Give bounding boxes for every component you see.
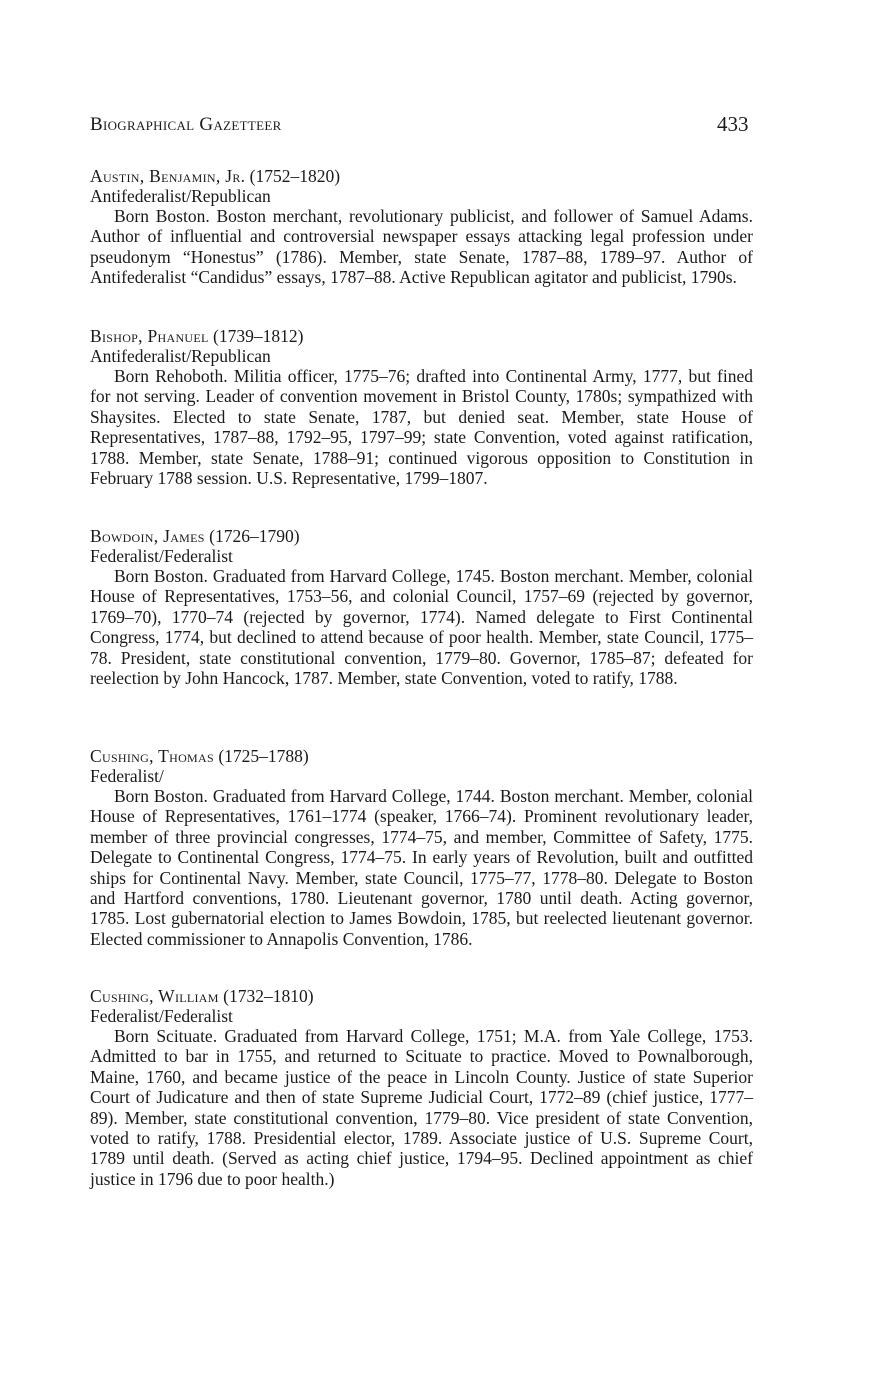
entry-name: Cushing, William	[90, 986, 219, 1006]
entry-heading	[90, 166, 753, 186]
entry-biography: Born Rehoboth. Militia officer, 1775–76; drafted into Continental Army, 1777, but fined for not serving. Leader of convention movement in Bristol County, 1780s; sympathized with Shaysites. Elected to state Senate, 1787, but denied seat. Member, state House of Representatives, 1787–88, 1792–95, 1797–99; state Convention, voted against ratification, 1788. Member, state Senate, 1788–91; continued vigorous opposition to Constitution in February 1788 session. U.S. Representative, 1799–1807.	[90, 366, 753, 489]
entry-heading	[90, 326, 753, 346]
entry-cushing-thomas	[90, 746, 753, 949]
entry-affiliation: Federalist/Federalist	[90, 1006, 233, 1026]
entry-dates: (1752–1820)	[249, 166, 341, 186]
entry-affiliation: Federalist/	[90, 766, 164, 786]
entry-bowdoin	[90, 526, 753, 688]
entry-dates: (1726–1790)	[209, 526, 300, 546]
entry-biography: Born Boston. Graduated from Harvard College, 1744. Boston merchant. Member, colonial House of Representatives, 1761–1774 (speaker, 1766–74). Prominent revolutionary leader, member of three provincial congresses, 1774–75, and member, Committee of Safety, 1775. Delegate to Continental Congress, 1774–75. In early years of Revolution, built and outfitted ships for Continental Navy. Member, state Council, 1775–77, 1778–80. Delegate to Boston and Hartford conventions, 1780. Lieutenant governor, 1780 until death. Acting governor, 1785. Lost gubernatorial election to James Bowdoin, 1785, but reelected lieutenant governor. Elected commissioner to Annapolis Convention, 1786.	[90, 786, 753, 949]
entry-heading	[90, 986, 753, 1006]
entry-cushing-william	[90, 986, 753, 1189]
entry-name: Bishop, Phanuel	[90, 326, 209, 346]
entry-affiliation: Antifederalist/Republican	[90, 186, 271, 206]
entry-name: Cushing, Thomas	[90, 746, 214, 766]
entry-austin	[90, 166, 753, 288]
entry-biography: Born Scituate. Graduated from Harvard College, 1751; M.A. from Yale College, 1753. Admitted to bar in 1755, and returned to Scituate to practice. Moved to Pownalborough, Maine, 1760, and became justice of the peace in Lincoln County. Justice of state Superior Court of Judicature and then of state Supreme Judicial Court, 1772–89 (chief justice, 1777–89). Member, state constitutional convention, 1779–80. Vice president of state Convention, voted to ratify, 1788. Presidential elector, 1789. Associate justice of U.S. Supreme Court, 1789 until death. (Served as acting chief justice, 1794–95. Declined appointment as chief justice in 1796 due to poor health.)	[90, 1026, 753, 1189]
entry-affiliation: Federalist/Federalist	[90, 546, 233, 566]
entry-dates: (1725–1788)	[218, 746, 309, 766]
entry-heading	[90, 746, 753, 766]
running-title: Biographical Gazetteer	[90, 114, 282, 135]
entry-affiliation: Antifederalist/Republican	[90, 346, 271, 366]
entry-dates: (1732–1810)	[223, 986, 314, 1006]
entry-name: Bowdoin, James	[90, 526, 205, 546]
page-number: 433	[717, 112, 749, 136]
entry-dates: (1739–1812)	[213, 326, 304, 346]
entry-bishop	[90, 326, 753, 488]
entry-biography: Born Boston. Boston merchant, revolutionary publicist, and follower of Samuel Adams. Author of influential and controversial newspaper essays attacking legal profession under pseudonym “Honestus” (1786). Member, state Senate, 1787–88, 1789–97. Author of Antifederalist “Candidus” essays, 1787–88. Active Republican agitator and publicist, 1790s.	[90, 206, 753, 288]
entry-name: Austin, Benjamin, Jr.	[90, 166, 246, 186]
entry-biography: Born Boston. Graduated from Harvard College, 1745. Boston merchant. Member, colonial House of Representatives, 1753–56, and colonial Council, 1757–69 (rejected by governor, 1769–70), 1770–74 (rejected by governor, 1774). Named delegate to First Continental Congress, 1774, but declined to attend because of poor health. Member, state Council, 1775–78. President, state constitutional convention, 1779–80. Governor, 1785–87; defeated for reelection by John Hancock, 1787. Member, state Convention, voted to ratify, 1788.	[90, 566, 753, 689]
entry-heading	[90, 526, 753, 546]
